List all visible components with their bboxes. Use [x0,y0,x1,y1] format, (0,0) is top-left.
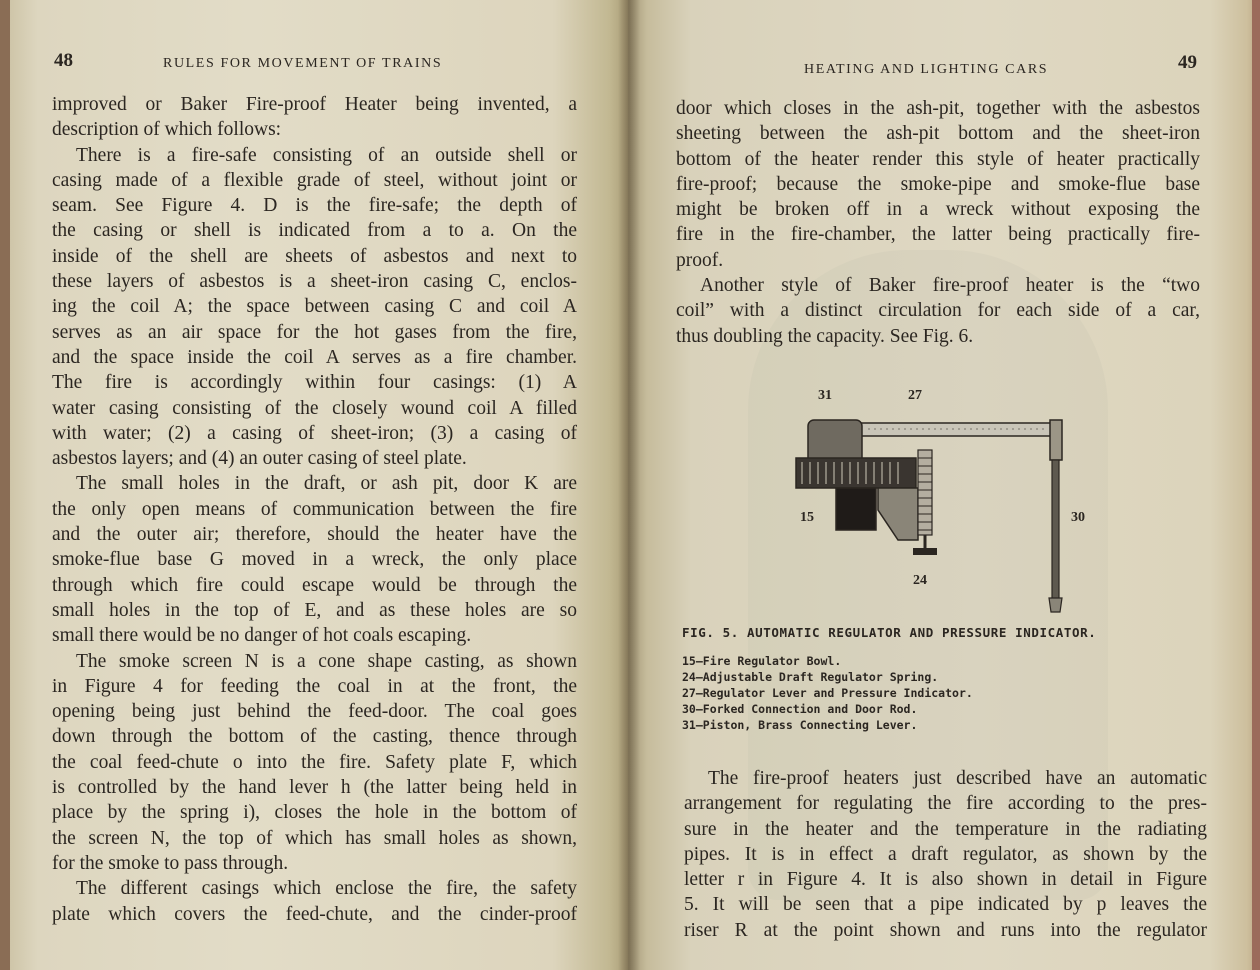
text-line: bottom of the heater render this style of heater practically [676,148,1200,170]
figure-regulator [778,380,1108,620]
right-page [628,0,1260,970]
caption-item: 24—Adjustable Draft Regulator Spring. [682,670,939,684]
text-line: The different casings which enclose the fire, the safety [76,878,577,900]
text-line: opening being just behind the feed-door. The coal goes [52,701,577,723]
left-page [0,0,628,970]
text-line: seam. See Figure 4. D is the fire-safe; the depth of [52,195,577,217]
text-line: water casing consisting of the closely wound coil A filled [52,397,577,419]
text-line: letter r in Figure 4. It is also shown in detail in Figure [684,869,1207,891]
text-line: fire-proof; because the smoke-pipe and smoke-flue base [676,173,1200,195]
figure-label-27: 27 [908,388,922,403]
caption-item: 27—Regulator Lever and Pressure Indicator. [682,686,973,700]
text-line: casing made of a flexible grade of steel, without joint or [52,169,577,191]
text-line: serves as an air space for the hot gases from the fire, [52,321,577,343]
running-head-left: RULES FOR MOVEMENT OF TRAINS [163,56,443,71]
text-line: through which fire could escape would be through the [52,574,577,596]
figure-caption-title: FIG. 5. AUTOMATIC REGULATOR AND PRESSURE INDICATOR. [682,625,1097,640]
text-line: and the space inside the coil A serves as a fire chamber. [52,346,577,368]
page-number-left: 48 [54,50,73,71]
right-body-text-top [676,96,1200,349]
text-line: asbestos layers; and (4) an outer casing of steel plate. [52,448,467,470]
text-line: The fire-proof heaters just described have an automatic [708,768,1207,789]
text-line: plate which covers the feed-chute, and the cinder-proof [52,903,577,925]
figure-label-15: 15 [800,510,814,525]
text-line: place by the spring i), closes the hole in the bottom of [52,802,577,824]
text-line: riser R at the point shown and runs into the regulator [684,919,1207,941]
caption-item: 31—Piston, Brass Connecting Lever. [682,718,918,732]
left-body-text [52,92,577,927]
text-line: smoke-flue base G moved in a wreck, the only place [52,549,577,571]
text-line: Another style of Baker fire-proof heater is the “two [700,275,1200,297]
text-line: sheeting between the ash-pit bottom and the sheet-iron [676,123,1200,145]
text-line: The smoke screen N is a cone shape casting, as shown [76,650,577,672]
text-line: the coal feed-chute o into the fire. Safety plate F, which [52,751,577,773]
text-line: coil” with a distinct circulation for each side of a car, [676,300,1200,322]
text-line: the only open means of communication between the fire [52,498,577,520]
text-line: the screen N, the top of which has small holes as shown, [52,827,577,849]
text-line: thus doubling the capacity. See Fig. 6. [676,325,974,347]
text-line: description of which follows: [52,119,282,141]
right-body-text-bottom [684,766,1207,943]
text-line: inside of the shell are sheets of asbestos and next to [52,245,577,267]
book-gutter [618,0,640,970]
text-line: might be broken off in a wreck without exposing the [676,199,1200,221]
regulator-illustration [778,380,1108,620]
figure-label-31: 31 [818,388,832,403]
text-line: these layers of asbestos is a sheet-iron casing C, enclos- [52,271,577,293]
book-edge-left [0,0,10,970]
figure-label-30: 30 [1071,510,1085,525]
text-line: pipes. It is in effect a draft regulator, as shown by the [684,843,1207,865]
text-line: the casing or shell is indicated from a to a. On the [52,220,577,242]
text-line: small holes in the top of E, and as these holes are so [52,599,577,621]
text-line: The fire is accordingly within four casings: (1) A [52,372,577,394]
book-edge-right [1252,0,1260,970]
text-line: in Figure 4 for feeding the coal in at the front, the [52,675,577,697]
caption-item: 15—Fire Regulator Bowl. [682,654,842,668]
text-line: arrangement for regulating the fire according to the pres- [684,793,1207,815]
text-line: There is a fire-safe consisting of an outside shell or [76,144,577,166]
text-line: ing the coil A; the space between casing C and coil A [52,296,577,318]
text-line: down through the bottom of the casting, thence through [52,726,577,748]
text-line: door which closes in the ash-pit, together with the asbestos [676,98,1200,119]
text-line: is controlled by the hand lever h (the latter being held in [52,777,577,799]
text-line: small there would be no danger of hot coals escaping. [52,625,472,647]
caption-item: 30—Forked Connection and Door Rod. [682,702,918,716]
text-line: 5. It will be seen that a pipe indicated by p leaves the [684,894,1207,916]
figure-label-24: 24 [913,573,927,588]
running-head-right: HEATING AND LIGHTING CARS [804,62,1049,77]
text-line: with water; (2) a casing of sheet-iron; (3) a casing of [52,422,577,444]
text-line: proof. [676,249,724,271]
text-line: The small holes in the draft, or ash pit, door K are [76,473,577,495]
text-line: sure in the heater and the temperature in the radiating [684,818,1207,840]
text-line: and the outer air; therefore, should the heater have the [52,524,577,546]
text-line: improved or Baker Fire-proof Heater being invented, a [52,94,577,115]
page-number-right: 49 [1178,52,1197,73]
text-line: fire in the fire-chamber, the latter being practically fire- [676,224,1200,246]
text-line: for the smoke to pass through. [52,852,289,874]
